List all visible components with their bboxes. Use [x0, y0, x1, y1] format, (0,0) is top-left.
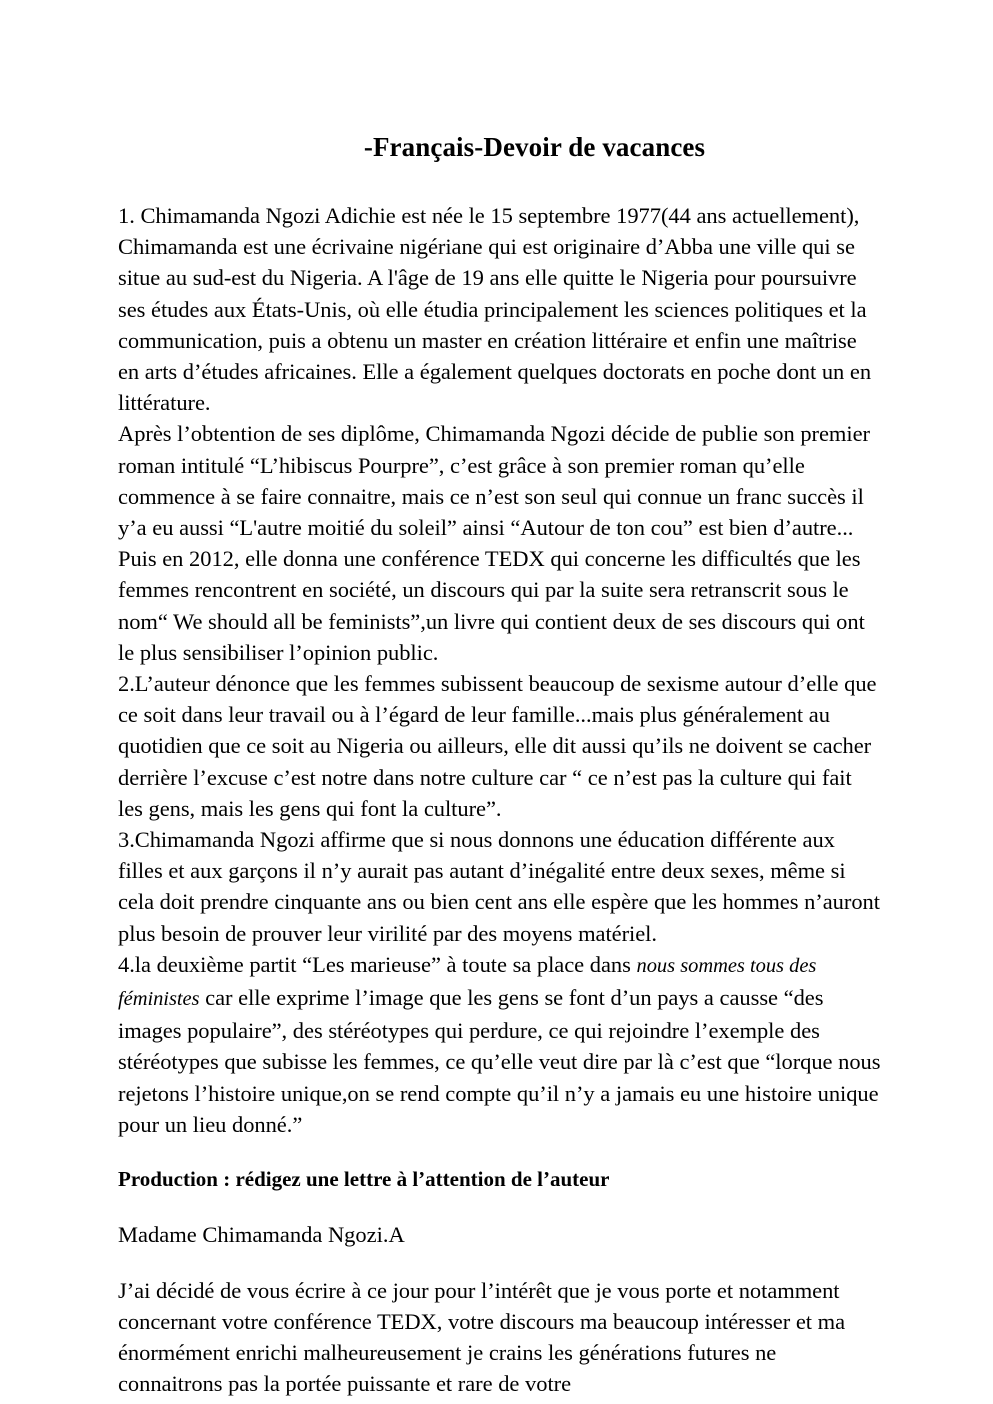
paragraph-answer-1b: Après l’obtention de ses diplôme, Chimamanda Ngozi décide de publie son premier roman intitulé “L’hibiscus Pourpre”, c’est grâce à son premier roman qu’elle commence à se faire connaitre, mais ce n’est son seul qui connue un franc succès il y’a eu aussi “L'autre moitié du soleil” ainsi “Autour de ton cou” est bien d’autre...	[118, 421, 870, 541]
letter-body: J’ai décidé de vous écrire à ce jour pour l’intérêt que je vous porte et notamment concernant votre conférence TEDX, votre discours ma beaucoup intéresser et ma énormément enrichi malheureusement je crains les générations futures ne connaitrons pas la portée puissante et rare de votre	[118, 1277, 846, 1397]
paragraph-answer-2: 2.L’auteur dénonce que les femmes subissent beaucoup de sexisme autour d’elle que ce soit dans leur travail ou à l’égard de leur famille...mais plus généralement au quotidien que ce soit au Nigeria ou ailleurs, elle dit aussi qu’ils ne doivent se cacher derrière l’excuse c’est notre dans notre culture car “ ce n’est pas la culture qui fait les gens, mais les gens qui font la culture”.	[118, 671, 877, 821]
page-title: -Français-Devoir de vacances	[363, 132, 706, 163]
book-title-italic: nous sommes tous des féministes	[118, 954, 817, 1011]
production-heading: Production : rédigez une lettre à l’attention de l’auteur	[118, 1167, 610, 1192]
paragraph-answer-1c: Puis en 2012, elle donna une conférence TEDX qui concerne les difficultés que les femmes rencontrent en société, un discours qui par la suite sera retranscrit sous le nom“ We should all be feminists”,un livre qui contient deux de ses discours qui ont le plus sensibiliser l’opinion public.	[118, 546, 865, 665]
paragraph-answer-4	[118, 949, 882, 1140]
letter-salutation: Madame Chimamanda Ngozi.A	[118, 1222, 405, 1248]
answer-4-lead-text: 4.la deuxième partit “Les marieuse” à toute sa place dans	[118, 951, 637, 977]
paragraph-answer-1a: 1. Chimamanda Ngozi Adichie est née le 15 septembre 1977(44 ans actuellement), Chimamanda est une écrivaine nigériane qui est originaire d’Abba une ville qui se situe au sud-est du Nigeria. A l'âge de 19 ans elle quitte le Nigeria pour poursuivre ses études aux États-Unis, où elle étudia principalement les sciences politiques et la communication, puis a obtenu un master en création littéraire et enfin une maîtrise en arts d’études africaines. Elle a également quelques doctorats en poche dont un en littérature.	[118, 203, 872, 416]
document-body	[118, 200, 882, 1399]
paragraph-answer-3: 3.Chimamanda Ngozi affirme que si nous donnons une éducation différente aux filles et aux garçons il n’y aurait pas autant d’inégalité entre deux sexes, même si cela doit prendre cinquante ans ou bien cent ans elle espère que les hommes n’auront plus besoin de prouver leur virilité par des moyens matériel.	[118, 827, 880, 946]
answer-4-trailing-text: car elle exprime l’image que les gens se font d’un pays a causse “des images populaire”, des stéréotypes qui perdure, ce qui rejoindre l’exemple des stéréotypes que subisse les femmes, ce qu’elle veut dire par là c’est que “lorque nous rejetons l’histoire unique,on se rend compte qu’il n’y a jamais eu une histoire unique pour un lieu donné.”	[118, 985, 881, 1137]
